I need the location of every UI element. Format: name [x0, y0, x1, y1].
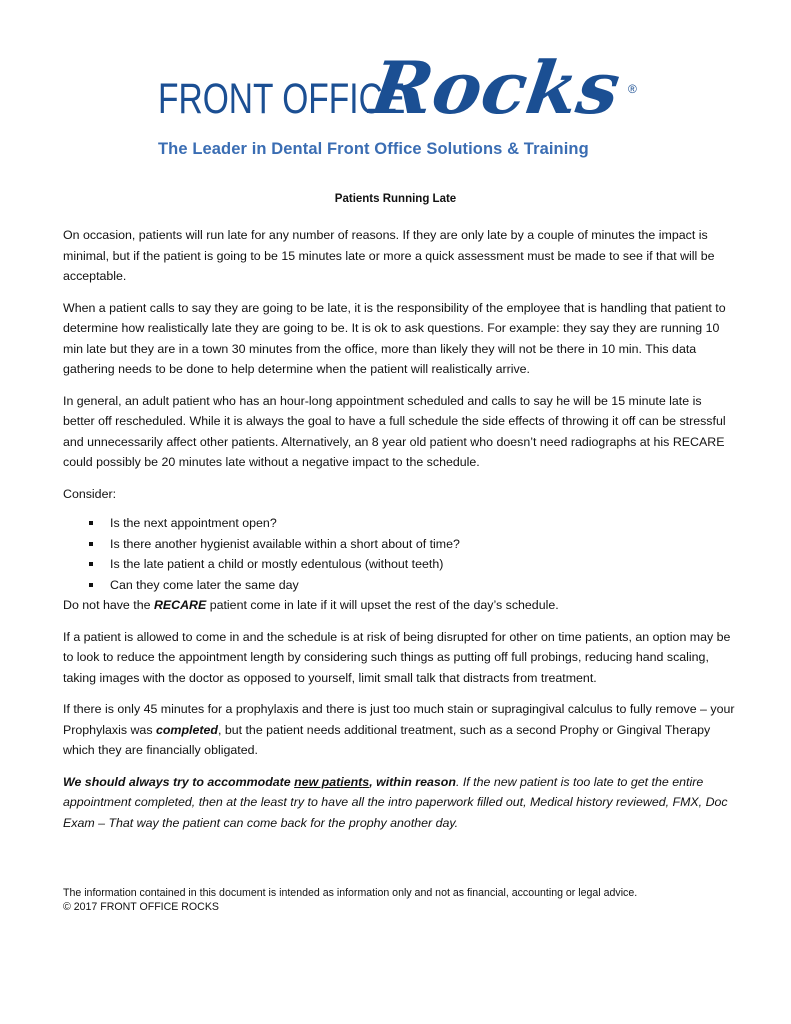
list-item: Is there another hygienist available within a short about of time? — [63, 534, 735, 555]
prophy-text-a: If there is only 45 minutes for a prophylaxis and there is just too much stain or supragingival calculus to fully remove – your Prophylaxis was — [63, 702, 735, 737]
new-patients-rest: . If the new patient is too late to get the entire appointment completed, then at the least try to have all the intro paperwork filled out, Medical history reviewed, FMX, Doc Exam – That way the patient can come back for the prophy another day. — [63, 774, 728, 830]
paragraph-schedule-risk: If a patient is allowed to come in and the schedule is at risk of being disrupted for other on time patients, an option may be to look to reduce the appointment length by considering such things as putting off full probings, reducing hand scaling, taking images with the doctor as opposed to yourself, limit small talk that distracts from treatment. — [63, 629, 731, 685]
footer-copyright: © 2017 FRONT OFFICE ROCKS — [63, 900, 219, 913]
footer — [63, 887, 637, 914]
paragraph-responsibility: When a patient calls to say they are going to be late, it is the responsibility of the employee that is handling that patient to determine how realistically late they are going to be. It is ok to ask questions. For example: they say they are running 10 min late but they are in a town 30 minutes from the office, more than likely they will not be there in 10 min. This data gathering needs to be done to help determine when the patient will realistically arrive. — [63, 300, 726, 376]
paragraph-prophylaxis — [63, 699, 735, 761]
footer-disclaimer: The information contained in this document is intended as information only and not as financial, accounting or legal advice. — [63, 887, 638, 899]
recare-text-a: Do not have the — [63, 598, 154, 612]
list-item: Is the next appointment open? — [63, 513, 735, 534]
recare-emphasis: RECARE — [153, 598, 207, 612]
new-patients-underlined: new patients — [294, 774, 370, 789]
front-office-rocks-logo — [158, 44, 648, 164]
logo-rocks-script: Rocks — [366, 45, 626, 130]
paragraph-general: In general, an adult patient who has an hour-long appointment scheduled and calls to say he will be 15 minute late is better off rescheduled. While it is always the goal to have a full schedule the side effects of throwing it off can be stressful and unnecessarily affect other patients. Alternatively, an 8 year old patient who doesn’t need radiographs at his RECARE could possibly be 20 minutes late without a negative impact to the schedule. — [63, 393, 726, 469]
recare-text-c: patient come in late if it will upset the rest of the day’s schedule. — [206, 598, 559, 612]
paragraph-intro: On occasion, patients will run late for any number of reasons. If they are only late by a couple of minutes the impact is minimal, but if the patient is going to be 15 minutes late or more a quick assessment must be made to see if that will be acceptable. — [63, 228, 715, 283]
paragraph-recare — [63, 595, 735, 616]
list-item: Is the late patient a child or mostly edentulous (without teeth) — [63, 554, 735, 575]
logo-front-office-text: FRONT OFFICE — [158, 75, 406, 123]
prophy-emphasis: completed — [155, 722, 218, 737]
logo-tagline: The Leader in Dental Front Office Solutions & Training — [158, 140, 589, 158]
consider-list — [63, 513, 735, 595]
paragraph-new-patients — [63, 772, 735, 834]
new-patients-within-reason: , within reason — [369, 774, 456, 789]
logo-registered-mark: ® — [628, 82, 637, 96]
document-body — [63, 225, 735, 844]
document-title: Patients Running Late — [334, 193, 457, 205]
consider-label: Consider: — [63, 486, 117, 501]
prophy-text-c: , but the patient needs additional treatment, such as a second Prophy or Gingival Therapy which they are financially obligated. — [63, 722, 711, 757]
list-item: Can they come later the same day — [63, 575, 735, 596]
new-patients-lead: We should always try to accommodate — [63, 774, 295, 789]
